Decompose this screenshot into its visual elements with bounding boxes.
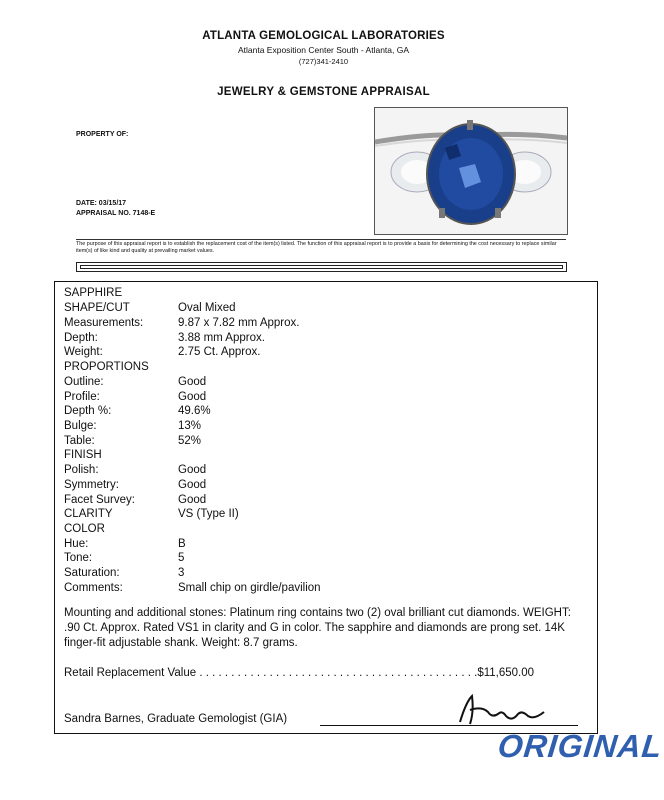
row-value-bulge: 13% bbox=[178, 420, 202, 432]
retail-value: $11,650.00 bbox=[477, 667, 535, 679]
row-value-hue: B bbox=[178, 538, 186, 550]
disclaimer-text: The purpose of this appraisal report is to establish the replacement cost of the item(s) listed. The function of this appraisal report is to provide a basis for determining the cost necessary to replace similar item(s) of like kind and quality at prevailing market values. bbox=[76, 239, 566, 256]
signatory-name: Sandra Barnes, Graduate Gemologist (GIA) bbox=[64, 713, 288, 725]
row-value-saturation: 3 bbox=[178, 567, 185, 579]
original-stamp: ORIGINAL bbox=[496, 728, 664, 764]
row-value-profile: Good bbox=[178, 391, 207, 403]
row-label-hue: Hue: bbox=[64, 538, 89, 550]
row-label-outline: Outline: bbox=[64, 376, 104, 388]
row-label-facet-survey: Facet Survey: bbox=[64, 494, 135, 506]
row-value-shape-cut: Oval Mixed bbox=[178, 302, 236, 314]
row-label-measurements: Measurements: bbox=[64, 317, 144, 329]
lab-phone: (727)341-2410 bbox=[298, 57, 349, 66]
row-label-tone: Tone: bbox=[64, 552, 93, 564]
row-value-tone: 5 bbox=[178, 552, 185, 564]
retail-value-line bbox=[64, 667, 584, 679]
row-label-finish: FINISH bbox=[64, 449, 102, 461]
row-label-profile: Profile: bbox=[64, 391, 100, 403]
row-label-depth-percent: Depth %: bbox=[64, 405, 112, 417]
handwritten-signature bbox=[452, 692, 552, 728]
appraisal-date: DATE: 03/15/17 bbox=[76, 200, 127, 207]
row-value-facet-survey: Good bbox=[178, 494, 207, 506]
row-label-polish: Polish: bbox=[64, 464, 99, 476]
retail-label: Retail Replacement Value bbox=[64, 667, 197, 679]
row-label-table: Table: bbox=[64, 435, 95, 447]
row-label-symmetry: Symmetry: bbox=[64, 479, 119, 491]
row-label-proportions: PROPORTIONS bbox=[64, 361, 149, 373]
row-label-depth: Depth: bbox=[64, 332, 98, 344]
row-value-clarity: VS (Type II) bbox=[178, 508, 239, 520]
row-value-depth-percent: 49.6% bbox=[178, 405, 211, 417]
row-value-measurements: 9.87 x 7.82 mm Approx. bbox=[178, 317, 300, 329]
appraisal-number: APPRAISAL NO. 7148-E bbox=[76, 210, 156, 217]
retail-leader-dots: . . . . . . . . . . . . . . . . . . . . . . . . . . . . . . . . . . . . . . . . . . . . bbox=[199, 667, 478, 679]
row-value-weight: 2.75 Ct. Approx. bbox=[178, 346, 261, 358]
mounting-description: Mounting and additional stones: Platinum ring contains two (2) oval brilliant cut diamonds. WEIGHT: .90 Ct. Approx. Rated VS1 in clarity and G in color. The sapphire and diamonds are prong set. 14K finger-fit adjustable shank. Weight: 8.7 grams. bbox=[64, 607, 571, 649]
row-label-comments: Comments: bbox=[64, 582, 123, 594]
row-value-table: 52% bbox=[178, 435, 202, 447]
lab-address: Atlanta Exposition Center South - Atlanta, GA bbox=[237, 45, 410, 55]
row-value-comments: Small chip on girdle/pavilion bbox=[178, 582, 321, 594]
divider-bar bbox=[76, 262, 567, 272]
row-label-saturation: Saturation: bbox=[64, 567, 120, 579]
ring-photo bbox=[374, 107, 568, 235]
row-label-clarity: CLARITY bbox=[64, 508, 113, 520]
row-label-shape-cut: SHAPE/CUT bbox=[64, 302, 130, 314]
sapphire-ring-image bbox=[375, 108, 567, 234]
row-label-color: COLOR bbox=[64, 523, 105, 535]
row-value-outline: Good bbox=[178, 376, 207, 388]
row-value-symmetry: Good bbox=[178, 479, 207, 491]
row-label-sapphire: SAPPHIRE bbox=[64, 287, 123, 299]
row-label-bulge: Bulge: bbox=[64, 420, 97, 432]
property-of-label: PROPERTY OF: bbox=[76, 131, 129, 138]
lab-name: ATLANTA GEMOLOGICAL LABORATORIES bbox=[202, 30, 445, 42]
row-label-weight: Weight: bbox=[64, 346, 103, 358]
row-value-depth: 3.88 mm Approx. bbox=[178, 332, 265, 344]
document-title: JEWELRY & GEMSTONE APPRAISAL bbox=[217, 86, 430, 98]
row-value-polish: Good bbox=[178, 464, 207, 476]
